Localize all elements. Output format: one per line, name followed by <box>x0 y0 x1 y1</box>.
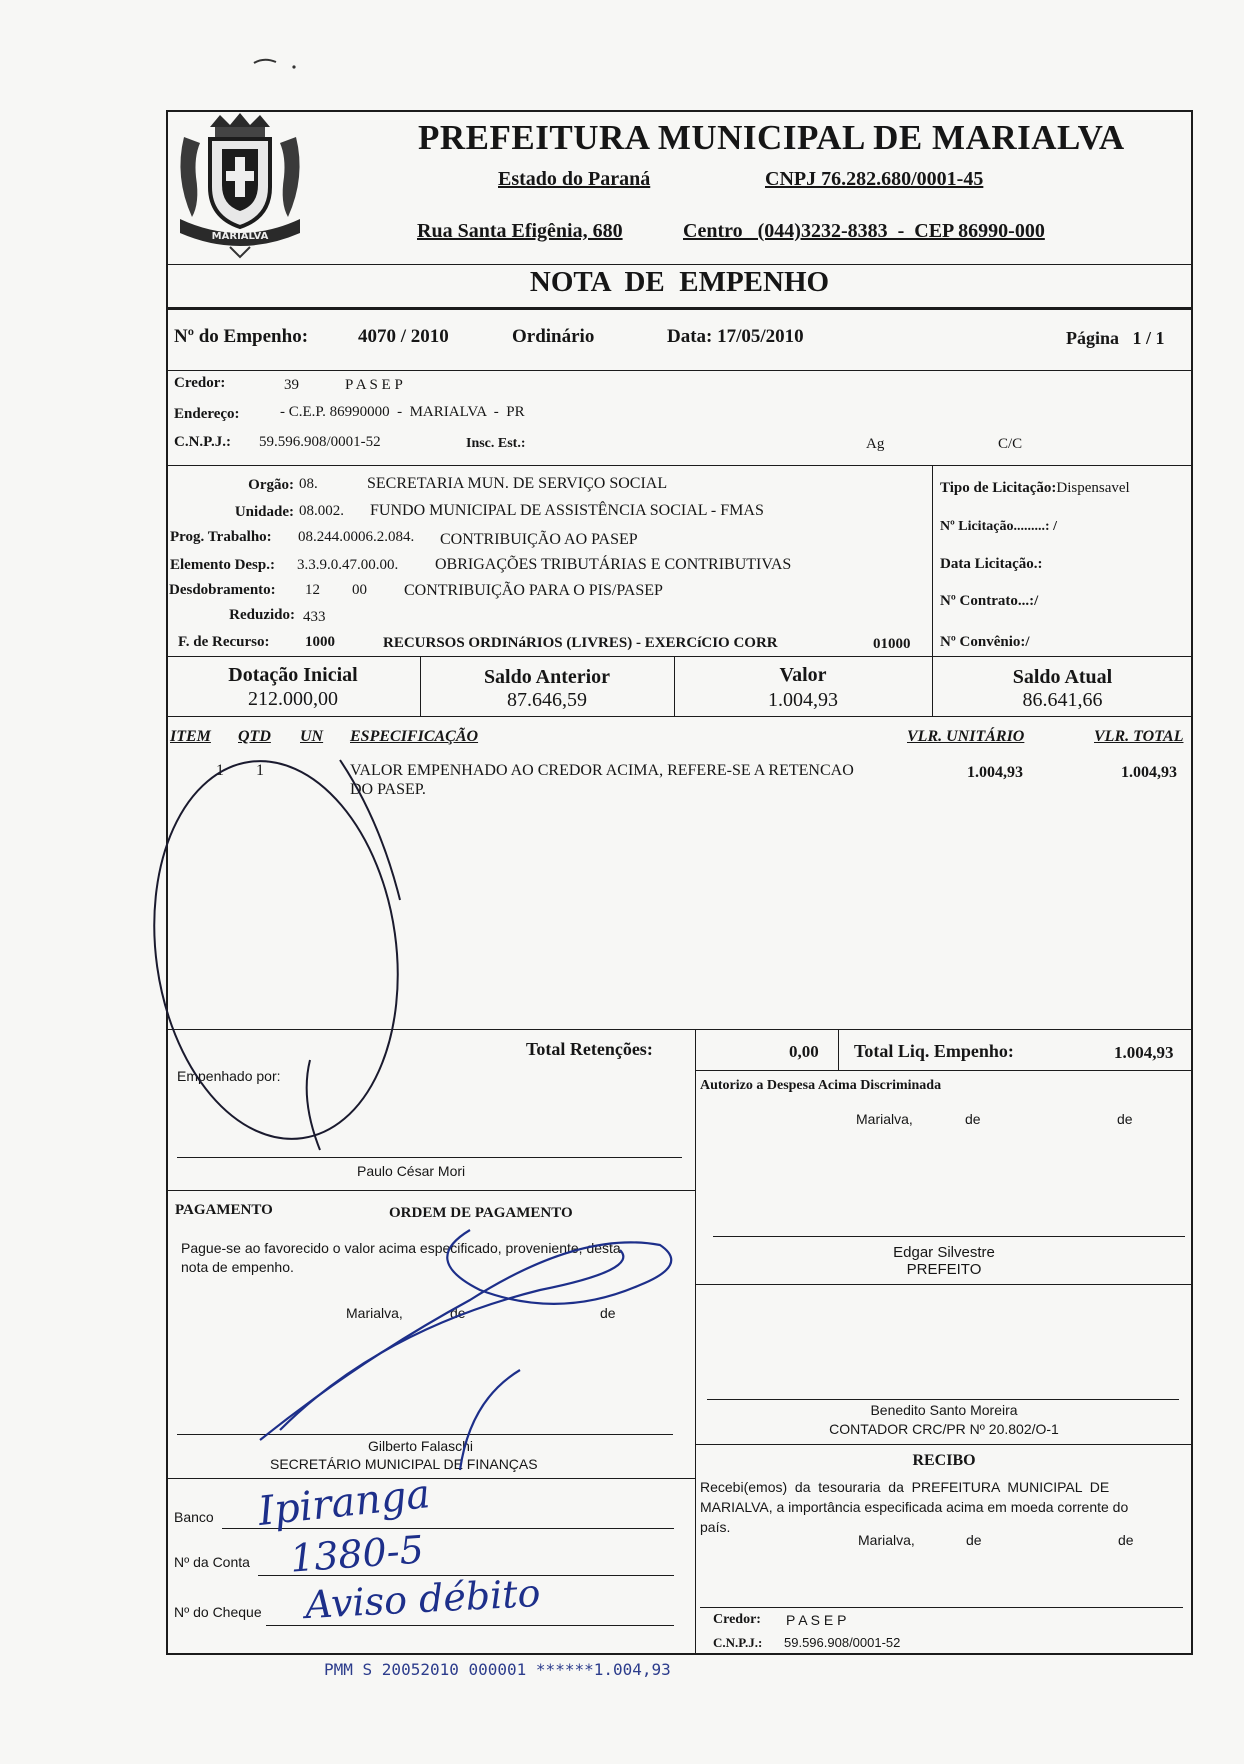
prog-trabalho-code: 08.244.0006.2.084. <box>298 529 415 545</box>
document-title: NOTA DE EMPENHO <box>529 266 830 298</box>
empenhado-por-name: Paulo César Mori <box>357 1163 466 1179</box>
banco-handwritten: Ipiranga <box>256 1471 433 1535</box>
recibo-credor-label: Credor: <box>713 1612 761 1627</box>
signature-line <box>177 1434 673 1435</box>
elemento-despesa-label: Elemento Desp.: <box>170 557 275 573</box>
valor-value: 1.004,93 <box>768 689 838 711</box>
pagamento-text-line1: Pague-se ao favorecido o valor acima especificado, proveniente, desta <box>181 1240 621 1256</box>
cheque-label: Nº do Cheque <box>174 1604 262 1620</box>
signature-line <box>700 1607 1183 1608</box>
elemento-despesa-code: 3.3.9.0.47.00.00. <box>297 557 399 573</box>
total-liquido-value: 1.004,93 <box>1114 1043 1174 1062</box>
item-description-line1: VALOR EMPENHADO AO CREDOR ACIMA, REFERE-SE A RETENCAO <box>350 762 854 779</box>
fonte-recurso-desc: RECURSOS ORDINáRIOS (LIVRES) - EXERCíCIO CORR <box>383 635 778 651</box>
cheque-handwritten: Aviso débito <box>304 1570 542 1628</box>
orgao-code: 08. <box>299 476 318 492</box>
total-retencoes-label: Total Retenções: <box>526 1039 653 1059</box>
institution-title: PREFEITURA MUNICIPAL DE MARIALVA <box>418 118 1125 157</box>
signature-line <box>713 1236 1185 1237</box>
ordem-pagamento-label: ORDEM DE PAGAMENTO <box>389 1205 573 1221</box>
credor-label: Credor: <box>174 375 226 391</box>
cnpj-label: C.N.P.J.: <box>174 434 231 450</box>
fonte-recurso-code2: 01000 <box>873 636 911 652</box>
desdobramento-code: 12 <box>305 582 320 598</box>
endereco-value: - C.E.P. 86990000 - MARIALVA - PR <box>280 404 525 420</box>
unidade-label: Unidade: <box>234 504 294 520</box>
street-address: Rua Santa Efigênia, 680 <box>417 220 623 242</box>
account-label: C/C <box>998 436 1023 452</box>
especificacao-column-header: ESPECIFICAÇÃO <box>350 728 479 745</box>
numero-licitacao: Nº Licitação.........: / <box>940 519 1057 534</box>
divider <box>932 465 933 657</box>
credor-name: P A S E P <box>345 377 403 393</box>
empenhado-por-label: Empenhado por: <box>177 1068 281 1084</box>
item-column-header: ITEM <box>170 728 211 745</box>
recibo-text-line2: MARIALVA, a importância especificada acima em moeda corrente do <box>700 1499 1129 1515</box>
empenho-number: 4070 / 2010 <box>358 326 449 347</box>
divider <box>166 370 1193 371</box>
page-number: Página 1 / 1 <box>1066 328 1165 348</box>
agency-label: Ag <box>866 436 885 452</box>
divider <box>695 1070 696 1655</box>
address-contact: Centro (044)3232-8383 - CEP 86990-000 <box>683 220 1045 242</box>
valor-unitario-column-header: VLR. UNITÁRIO <box>907 728 1025 745</box>
valor-label: Valor <box>779 664 827 686</box>
mechanical-stamp: PMM S 20052010 000001 ******1.004,93 <box>324 1660 671 1679</box>
empenho-date: Data: 17/05/2010 <box>667 326 804 347</box>
banco-label: Banco <box>174 1509 214 1525</box>
divider <box>695 1070 1193 1071</box>
dotacao-inicial-value: 212.000,00 <box>248 688 338 710</box>
divider <box>695 1444 1193 1445</box>
scan-mark <box>250 55 300 75</box>
desdobramento-subcode: 00 <box>352 582 367 598</box>
tipo-licitacao-value: Dispensavel <box>1056 480 1130 496</box>
un-column-header: UN <box>300 728 324 745</box>
recibo-cnpj-label: C.N.P.J.: <box>713 1635 763 1650</box>
autorizo-de-day: de <box>965 1111 981 1127</box>
recibo-text-line3: país. <box>700 1519 731 1535</box>
reduzido-value: 433 <box>303 609 326 625</box>
divider <box>166 1478 695 1479</box>
orgao-desc: SECRETARIA MUN. DE SERVIÇO SOCIAL <box>367 475 668 492</box>
unidade-code: 08.002. <box>299 503 344 519</box>
prefeito-name: Edgar Silvestre <box>893 1244 995 1261</box>
numero-contrato: Nº Contrato...:/ <box>940 593 1039 609</box>
divider <box>166 465 1193 466</box>
conta-label: Nº da Conta <box>174 1554 250 1570</box>
orgao-label: Orgão: <box>248 477 294 493</box>
conta-handwritten: 1380-5 <box>288 1527 426 1581</box>
contador-title: CONTADOR CRC/PR Nº 20.802/O-1 <box>829 1421 1059 1437</box>
unidade-desc: FUNDO MUNICIPAL DE ASSISTÊNCIA SOCIAL - FMAS <box>370 502 764 519</box>
total-retencoes-value: 0,00 <box>789 1042 819 1061</box>
prefeito-title: PREFEITO <box>906 1261 982 1278</box>
autorizo-city: Marialva, <box>856 1111 913 1127</box>
reduzido-label: Reduzido: <box>229 607 295 623</box>
contador-name: Benedito Santo Moreira <box>870 1402 1018 1418</box>
autorizo-label: Autorizo a Despesa Acima Discriminada <box>700 1078 942 1093</box>
divider <box>166 1029 1193 1030</box>
recibo-label: RECIBO <box>912 1452 976 1469</box>
item-qtd: 1 <box>256 762 264 779</box>
autorizo-de-month: de <box>1117 1111 1133 1127</box>
item-total-value: 1.004,93 <box>1121 764 1177 781</box>
divider <box>695 1284 1193 1285</box>
endereco-label: Endereço: <box>174 406 240 422</box>
recibo-city: Marialva, <box>858 1532 915 1548</box>
recibo-cnpj-value: 59.596.908/0001-52 <box>784 1635 901 1650</box>
fonte-recurso-label: F. de Recurso: <box>178 634 270 650</box>
pagamento-label: PAGAMENTO <box>175 1202 273 1218</box>
empenho-type: Ordinário <box>512 326 595 347</box>
state-label: Estado do Paraná <box>498 168 651 190</box>
prog-trabalho-desc: CONTRIBUIÇÃO AO PASEP <box>440 531 638 548</box>
item-number: 1 <box>216 762 224 779</box>
total-liquido-label: Total Liq. Empenho: <box>854 1041 1014 1061</box>
institution-cnpj: CNPJ 76.282.680/0001-45 <box>765 168 984 190</box>
pagamento-city: Marialva, <box>346 1305 403 1321</box>
divider <box>166 656 1193 657</box>
divider <box>166 716 1193 717</box>
saldo-anterior-label: Saldo Anterior <box>483 666 611 688</box>
recibo-de-month: de <box>1118 1532 1134 1548</box>
desdobramento-label: Desdobramento: <box>169 582 276 598</box>
numero-convenio: Nº Convênio:/ <box>940 634 1030 650</box>
recibo-text-line1: Recebi(emos) da tesouraria da PREFEITURA MUNICIPAL DE <box>700 1479 1110 1495</box>
insc-est-label: Insc. Est.: <box>466 436 526 451</box>
data-licitacao: Data Licitação.: <box>940 556 1043 572</box>
recibo-credor-value: P A S E P <box>786 1612 847 1628</box>
recibo-de-day: de <box>966 1532 982 1548</box>
divider <box>166 264 1193 265</box>
dotacao-inicial-label: Dotação Inicial <box>228 664 358 686</box>
pagamento-text-line2: nota de empenho. <box>181 1259 294 1275</box>
item-unit-value: 1.004,93 <box>967 764 1023 781</box>
pagamento-de-day: de <box>450 1305 466 1321</box>
municipal-coat-of-arms-icon <box>170 107 310 262</box>
tipo-licitacao-label: Tipo de Licitação: <box>940 480 1057 496</box>
prog-trabalho-label: Prog. Trabalho: <box>170 529 272 545</box>
saldo-anterior-value: 87.646,59 <box>507 689 587 711</box>
signature-line <box>707 1399 1179 1400</box>
desdobramento-desc: CONTRIBUIÇÃO PARA O PIS/PASEP <box>404 582 663 599</box>
credor-cnpj: 59.596.908/0001-52 <box>259 434 381 450</box>
fonte-recurso-code: 1000 <box>305 634 335 650</box>
pagamento-de-month: de <box>600 1305 616 1321</box>
divider <box>838 1029 839 1071</box>
secretario-title: SECRETÁRIO MUNICIPAL DE FINANÇAS <box>270 1456 538 1472</box>
qtd-column-header: QTD <box>238 728 271 745</box>
saldo-atual-label: Saldo Atual <box>1012 666 1113 688</box>
elemento-despesa-desc: OBRIGAÇÕES TRIBUTÁRIAS E CONTRIBUTIVAS <box>435 556 792 573</box>
item-description-line2: DO PASEP. <box>350 781 426 798</box>
empenho-number-label: Nº do Empenho: <box>174 326 309 347</box>
tipo-licitacao <box>940 480 1130 497</box>
svg-text:MARIALVA: MARIALVA <box>211 231 269 242</box>
valor-total-column-header: VLR. TOTAL <box>1094 728 1184 745</box>
divider <box>695 1029 696 1071</box>
signature-line <box>177 1157 682 1158</box>
saldo-atual-value: 86.641,66 <box>1022 689 1103 711</box>
divider <box>166 1190 695 1191</box>
secretario-name: Gilberto Falaschi <box>368 1438 474 1454</box>
divider <box>166 307 1193 310</box>
credor-code: 39 <box>284 377 299 393</box>
